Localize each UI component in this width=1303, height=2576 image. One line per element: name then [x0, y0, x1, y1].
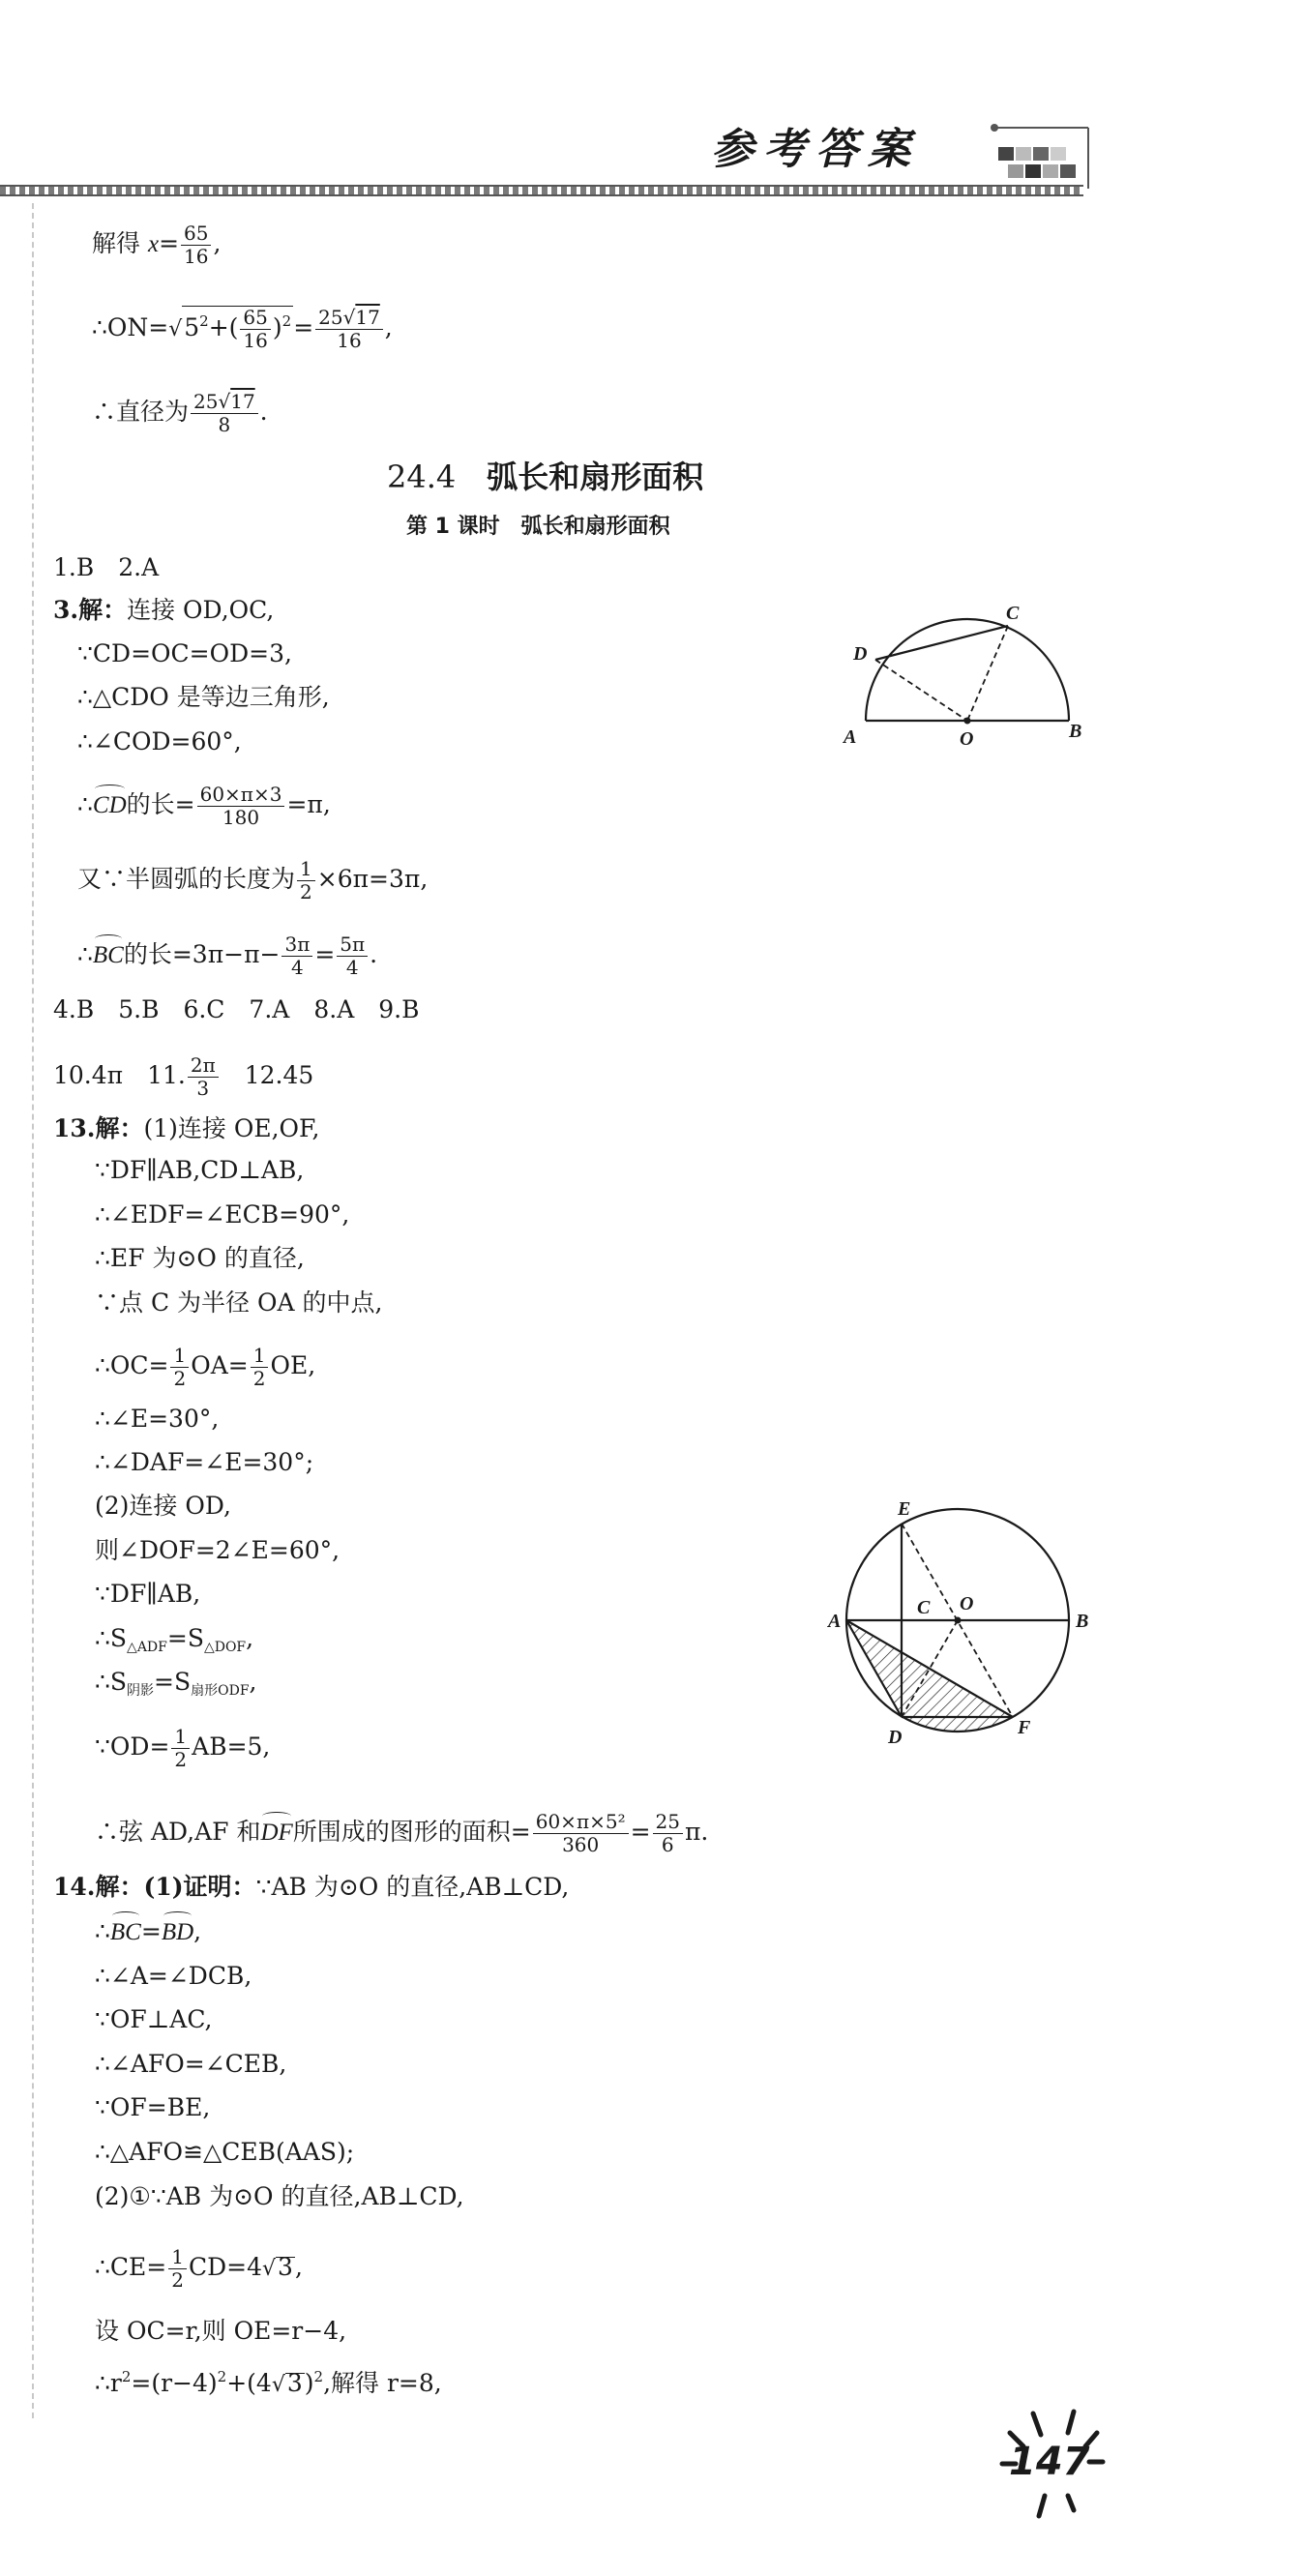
q13-line-8: ∴∠DAF=∠E=30°;: [95, 1448, 314, 1476]
solve-x-line: 解得 x= $\frac{65}{16}$ ,: [92, 222, 222, 268]
q13-line-4: ∴EF 为⊙O 的直径,: [95, 1244, 305, 1272]
header-title: 参考答案: [711, 125, 920, 174]
q13-line-12: $\therefore S_{\triangle ADF}=S_{\triangle DOF}$,: [95, 1624, 254, 1655]
q14-line-7: ∴△AFO≌△CEB(AAS);: [95, 2138, 355, 2166]
q14-line-9: ∴CE= $\frac{1}{2}$ CD=4√3,: [95, 2245, 303, 2292]
q3-line-6: 又∵半圆弧的长度为 $\frac{1}{2}$ ×6π=3π,: [77, 857, 429, 903]
q14-line-6: ∵OF=BE,: [95, 2093, 211, 2121]
q13-line-5: ∵点 C 为半径 OA 的中点,: [95, 1288, 383, 1317]
fig1-label-a: A: [844, 726, 857, 748]
lesson-title: 第 1 课时 弧长和扇形面积: [406, 515, 670, 539]
fig2-label-a: A: [828, 1611, 842, 1632]
q3-line-7: ∴BC的长=3π−π− $\frac{3\pi}{4}$ = $\frac{5\pi}{4}$ .: [77, 933, 378, 979]
q13-line-15: ∴弦 AD,AF 和DF所围成的图形的面积= $\frac{\text{60×π×5²}}{360}$ = $\frac{25}{6}$ π.: [95, 1810, 709, 1856]
on-length-line: $\therefore ON=√5^2+$( $\frac{65}{16}$ )$^2$= $\frac{25√17}{16}$ ,: [92, 306, 393, 352]
q13-line-7: ∴∠E=30°,: [95, 1405, 220, 1433]
section-title: 24.4 弧长和扇形面积: [387, 459, 704, 495]
q3-line-4: ∴∠COD=60°,: [77, 727, 242, 755]
fig2-label-c: C: [917, 1597, 931, 1618]
fig2-label-o: O: [960, 1593, 974, 1614]
q14-line-2: ∴BC=BD,: [95, 1915, 201, 1949]
q13-line-10: 则∠DOF=2∠E=60°,: [95, 1536, 341, 1564]
q14-line-5: ∴∠AFO=∠CEB,: [95, 2050, 287, 2078]
q14-line-4: ∵OF⊥AC,: [95, 2005, 213, 2033]
header-rule: [0, 185, 1083, 196]
diameter-line: ∴直径为 $\frac{25√17}{8}$ .: [92, 390, 268, 436]
q3-line-2: ∵CD=OC=OD=3,: [77, 639, 292, 667]
fig1-label-d: D: [853, 643, 868, 665]
q14-line-11: $\therefore r^2=(r-4)^2+(4√3)^2$,解得 r=8,: [95, 2368, 442, 2397]
q13-line-11: ∵DF∥AB,: [95, 1580, 201, 1608]
margin-rule: [32, 203, 34, 2418]
answers-10-12: 10.4π 11. $\frac{2\pi}{3}$ 12.45: [53, 1053, 314, 1100]
header-decoration-icon: [987, 116, 1093, 193]
answers-4-9: 4.B 5.B 6.C 7.A 8.A 9.B: [53, 995, 420, 1023]
q14-line-1: 14.解：(1)证明：∵AB 为⊙O 的直径,AB⊥CD,: [53, 1873, 570, 1901]
q14-line-8: (2)①∵AB 为⊙O 的直径,AB⊥CD,: [95, 2182, 464, 2210]
q13-line-13: $\therefore S_{阴影}=S_{扇形ODF}$,: [95, 1668, 257, 1699]
q13-line-3: ∴∠EDF=∠ECB=90°,: [95, 1200, 350, 1229]
page-number: 147: [1009, 2440, 1090, 2484]
q3-line-3: ∴△CDO 是等边三角形,: [77, 683, 330, 711]
q13-line-1: 13.解：(1)连接 OE,OF,: [53, 1114, 320, 1142]
q14-line-3: ∴∠A=∠DCB,: [95, 1962, 252, 1990]
q14-line-10: 设 OC=r,则 OE=r−4,: [95, 2317, 347, 2345]
q13-line-6: ∴OC= $\frac{1}{2}$ OA= $\frac{1}{2}$ OE,: [95, 1344, 316, 1390]
fig1-label-c: C: [1006, 603, 1020, 624]
q13-line-2: ∵DF∥AB,CD⊥AB,: [95, 1156, 305, 1184]
q3-line-5: ∴CD的长= $\frac{60\times\pi\times 3}{180}$ =π,: [77, 783, 331, 829]
answers-1-2: 1.B 2.A: [53, 553, 160, 581]
fig2-label-f: F: [1018, 1717, 1031, 1738]
fig2-label-b: B: [1076, 1611, 1089, 1632]
q13-line-9: (2)连接 OD,: [95, 1492, 231, 1520]
circle-figure: [822, 1490, 1112, 1761]
q13-line-14: ∵OD= $\frac{1}{2}$ AB=5,: [95, 1725, 271, 1771]
fig1-label-b: B: [1069, 721, 1082, 742]
q3-line-1: 3.解：连接 OD,OC,: [53, 596, 275, 624]
fig1-label-o: O: [960, 728, 974, 750]
fig2-label-d: D: [888, 1727, 903, 1748]
semicircle-figure: [832, 590, 1093, 755]
fig2-label-e: E: [898, 1498, 911, 1520]
